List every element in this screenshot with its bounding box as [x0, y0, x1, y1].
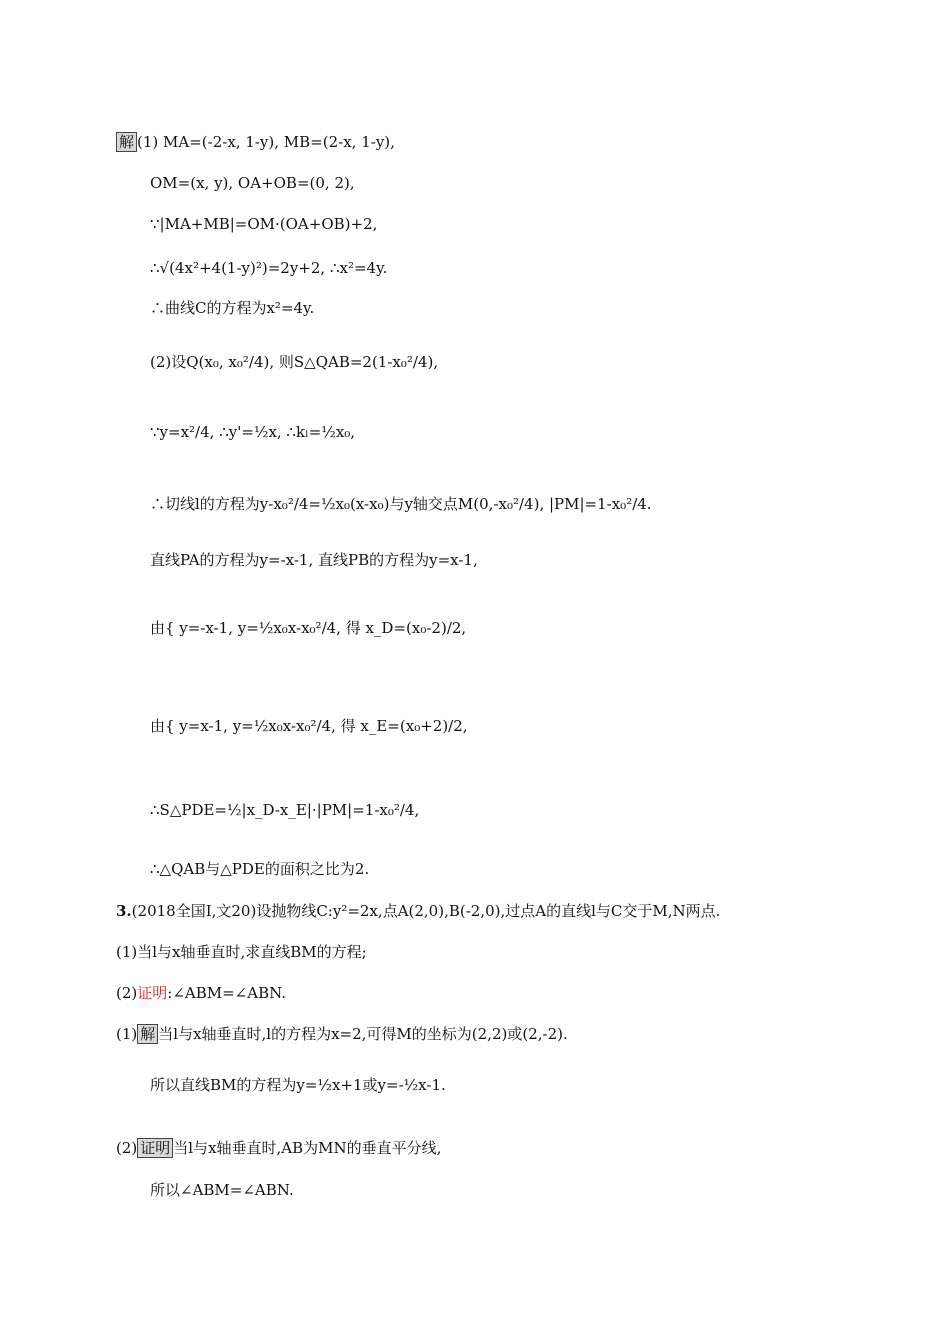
solution-tag: 解	[116, 132, 137, 152]
solution-line: ∴S△PDE=½|x_D-x_E|·|PM|=1-x₀²/4,	[150, 801, 420, 819]
solution-line: OM=(x, y), OA+OB=(0, 2),	[150, 174, 355, 192]
system-equation-line: 由{ y=-x-1, y=½x₀x-x₀²/4, 得 x_D=(x₀-2)/2,	[150, 619, 467, 637]
solution-part1-line1: 解 (1) MA=(-2-x, 1-y), MB=(2-x, 1-y),	[116, 132, 395, 152]
answer-part1-line1: (1) 解 当l与x轴垂直时,l的方程为x=2,可得M的坐标为(2,2)或(2,-2).	[116, 1025, 568, 1043]
problem-3-part1: (1)当l与x轴垂直时,求直线BM的方程;	[116, 943, 367, 961]
answer-part1-line2: 所以直线BM的方程为y=½x+1或y=-½x-1.	[150, 1076, 446, 1094]
solution-line: ∵|MA+MB|=OM·(OA+OB)+2,	[150, 215, 378, 233]
answer-part2-line2: 所以∠ABM=∠ABN.	[150, 1181, 294, 1199]
answer-part2-line1: (2) 证明 当l与x轴垂直时,AB为MN的垂直平分线,	[116, 1139, 442, 1157]
solution-tag: 解	[137, 1024, 158, 1044]
problem-3-statement: 3.(2018全国Ⅰ,文20)设抛物线C:y²=2x,点A(2,0),B(-2,0),过点A的直线l与C交于M,N两点.	[116, 902, 721, 920]
solution-conclusion: ∴△QAB与△PDE的面积之比为2.	[150, 860, 370, 878]
solution-line: ∴曲线C的方程为x²=4y.	[150, 299, 315, 317]
solution-line: ∴√(4x²+4(1-y)²)=2y+2, ∴x²=4y.	[150, 259, 388, 277]
solution-line: (2)设Q(x₀, x₀²/4), 则S△QAB=2(1-x₀²/4),	[150, 353, 439, 371]
solution-line: 直线PA的方程为y=-x-1, 直线PB的方程为y=x-1,	[150, 551, 478, 569]
solution-line: ∴切线l的方程为y-x₀²/4=½x₀(x-x₀)与y轴交点M(0,-x₀²/4), |PM|=1-x₀²/4.	[150, 495, 652, 513]
proof-label: 证明	[137, 984, 168, 1002]
problem-number: 3.	[116, 902, 132, 920]
proof-tag: 证明	[137, 1138, 173, 1158]
problem-3-part2: (2)证明:∠ABM=∠ABN.	[116, 984, 287, 1002]
system-equation-line: 由{ y=x-1, y=½x₀x-x₀²/4, 得 x_E=(x₀+2)/2,	[150, 717, 468, 735]
solution-line: ∵y=x²/4, ∴y'=½x, ∴kₗ=½x₀,	[150, 423, 356, 441]
